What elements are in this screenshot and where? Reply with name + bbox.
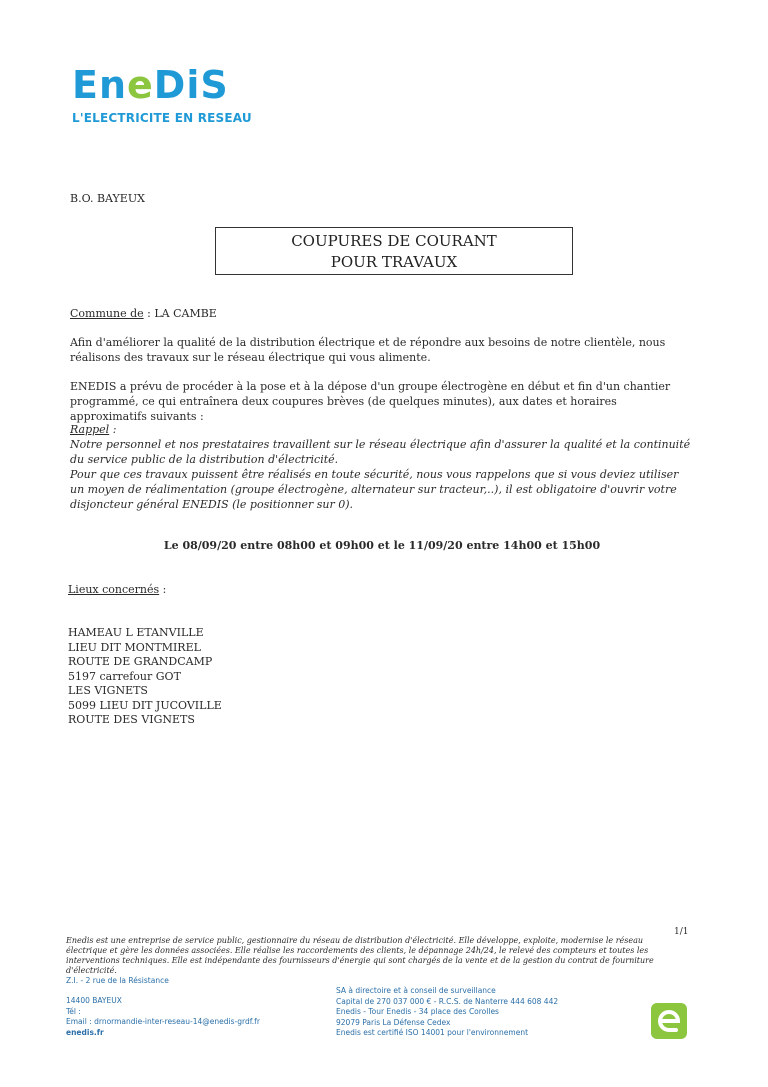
commune-label: Commune de xyxy=(70,307,144,320)
title-line-2: POUR TRAVAUX xyxy=(330,253,458,271)
outage-dates: Le 08/09/20 entre 08h00 et 09h00 et le 11/09/20 entre 14h00 et 15h00 xyxy=(163,539,601,552)
logo-part-1: En xyxy=(72,63,128,107)
commune-value: LA CAMBE xyxy=(154,307,217,320)
rappel-heading xyxy=(70,422,694,437)
company-line-5: Enedis est certifié ISO 14001 pour l'environnement xyxy=(336,1028,529,1037)
list-item: 5197 carrefour GOT xyxy=(68,669,181,683)
lieux-label: Lieux concernés xyxy=(68,583,160,596)
footer-address-2: 14400 BAYEUX xyxy=(66,996,122,1005)
list-item: HAMEAU L ETANVILLE xyxy=(68,626,204,639)
company-line-4: 92079 Paris La Défense Cedex xyxy=(336,1017,451,1027)
rappel-text-1: Notre personnel et nos prestataires travaillent sur le réseau électrique afin d'assurer la qualité et la continuité du service public de la distribution d'électricité. xyxy=(70,438,691,466)
commune-line xyxy=(70,307,217,320)
enedis-logo xyxy=(72,63,229,107)
footer-company-info xyxy=(336,986,636,1039)
places-list xyxy=(68,626,222,728)
intro-paragraph: Afin d'améliorer la qualité de la distribution électrique et de répondre aux besoins de notre clientèle, nous réalisons des travaux sur le réseau électrique qui vous alimente. xyxy=(70,336,666,364)
list-item: ROUTE DE GRANDCAMP xyxy=(68,655,213,668)
page-number: 1/1 xyxy=(674,927,689,937)
list-item: LIEU DIT MONTMIREL xyxy=(68,640,201,654)
footer-email: Email : drnormandie-inter-reseau-14@enedis-grdf.fr xyxy=(66,1017,260,1026)
logo-part-3: DiS xyxy=(153,63,229,107)
logo-tagline: L'ELECTRICITE EN RESEAU xyxy=(72,111,252,125)
footer-tel: Tél : xyxy=(66,1006,81,1016)
generator-paragraph: ENEDIS a prévu de procéder à la pose et à la dépose d'un groupe électrogène en début et fin d'un chantier programmé, ce qui entraînera deux coupures brèves (de quelques minutes), aux dates et horaires approximatifs suivants : xyxy=(70,380,671,423)
footer-website: enedis.fr xyxy=(66,1027,104,1037)
list-item: 5099 LIEU DIT JUCOVILLE xyxy=(68,698,222,712)
title-line-1: COUPURES DE COURANT xyxy=(291,232,497,250)
enedis-emblem-icon xyxy=(651,1003,687,1039)
company-line-1: SA à directoire et à conseil de surveillance xyxy=(336,986,496,995)
list-item: LES VIGNETS xyxy=(68,684,148,697)
notice-title xyxy=(215,227,573,275)
commune-separator: : xyxy=(143,307,155,320)
company-line-2: Capital de 270 037 000 € - R.C.S. de Nanterre 444 608 442 xyxy=(336,996,559,1006)
lieux-suffix: : xyxy=(159,583,167,596)
footer-address-1: Z.I. - 2 rue de la Résistance xyxy=(66,976,169,985)
lieux-heading xyxy=(68,583,166,596)
rappel-text-2: Pour que ces travaux puissent être réalisés en toute sécurité, nous vous rappelons que si vous deviez utiliser un moyen de réalimentation (groupe électrogène, alternateur sur tracteur,..), il est obligatoire d'ouvrir votre disjoncteur général ENEDIS (le positionner sur 0). xyxy=(70,468,679,511)
rappel-suffix: : xyxy=(109,423,117,436)
office-name: B.O. BAYEUX xyxy=(70,192,145,205)
logo-part-2: e xyxy=(127,63,154,107)
company-line-3: Enedis - Tour Enedis - 34 place des Corolles xyxy=(336,1007,499,1016)
footer-legal-text: Enedis est une entreprise de service public, gestionnaire du réseau de distribution d'électricité. Elle développe, exploite, modernise le réseau électrique et gère les données associées. Elle réalise les raccordements des clients, le dépannage 24h/24, le relevé des compteurs et toutes les interventions techniques. Elle est indépendante des fournisseurs d'énergie qui sont chargés de la vente et de la gestion du contrat de fourniture d'électricité. xyxy=(66,936,654,975)
footer-contact xyxy=(66,996,326,1038)
rappel-label: Rappel xyxy=(70,423,110,436)
list-item: ROUTE DES VIGNETS xyxy=(68,713,195,726)
rappel-block xyxy=(70,422,694,512)
